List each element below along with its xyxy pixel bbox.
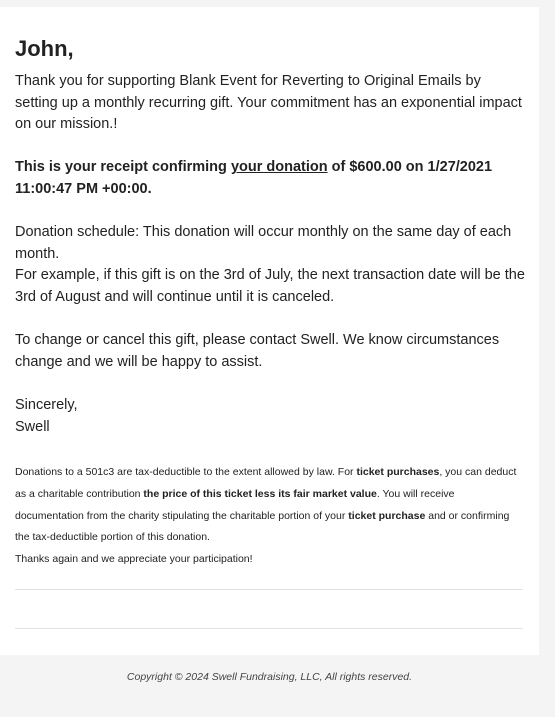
fine-text-4: and or confirming the tax-deductible portion of this donation. — [15, 509, 510, 544]
footer-copyright: Copyright © 2024 Swell Fundraising, LLC, All rights reserved. — [126, 671, 413, 683]
schedule-example-paragraph: For example, if this gift is on the 3rd of July, the next transaction date will be the 3rd of August and will continue until it is canceled. — [15, 267, 525, 305]
greeting-heading: John, — [15, 36, 74, 61]
fine-bold-2: the price of this ticket less its fair market value — [143, 487, 377, 500]
closing-text: Sincerely, — [15, 396, 78, 413]
receipt-suffix: of $600.00 on 1/27/2021 11:00:47 PM +00:00. — [15, 159, 493, 197]
intro-paragraph: Thank you for supporting Blank Event for Reverting to Original Emails by setting up a monthly recurring gift. Your commitment has an exponential impact on our mission.! — [15, 73, 522, 133]
tax-disclaimer — [15, 462, 525, 549]
email-content — [15, 36, 525, 571]
receipt-paragraph — [15, 157, 525, 200]
your-donation-link[interactable]: your donation — [230, 159, 328, 176]
divider-top — [15, 589, 523, 590]
fine-text-3: . You will receive documentation from the charity stipulating the charitable portion of your — [15, 487, 455, 522]
fine-bold-3: ticket purchase — [348, 509, 426, 522]
fine-text-2: , you can deduct as a charitable contribution — [15, 466, 517, 500]
fine-bold-1: ticket purchases — [356, 466, 440, 479]
schedule-paragraph: Donation schedule: This donation will occur monthly on the same day of each month. — [15, 224, 512, 262]
fine-text-1: Donations to a 501c3 are tax-deductible to the extent allowed by law. For — [15, 466, 357, 479]
thanks-text: Thanks again and we appreciate your participation! — [15, 553, 253, 566]
signature-text: Swell — [15, 418, 50, 435]
receipt-prefix: This is your receipt confirming — [15, 159, 231, 176]
contact-paragraph: To change or cancel this gift, please contact Swell. We know circumstances change and we will be happy to assist. — [15, 332, 500, 370]
fine-print — [15, 462, 525, 571]
divider-bottom — [15, 628, 523, 629]
email-card — [0, 7, 539, 655]
